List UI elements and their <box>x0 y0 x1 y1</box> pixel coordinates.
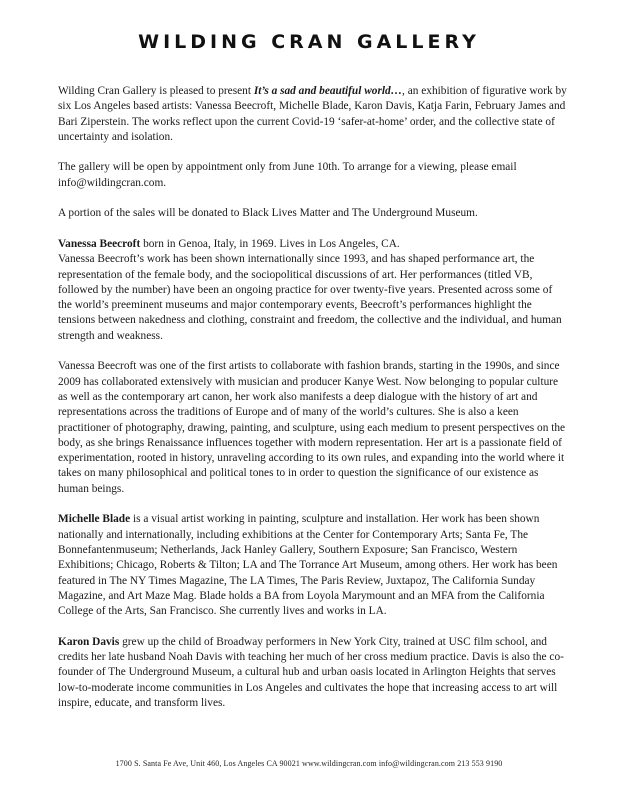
beecroft-bio-paragraph <box>58 237 568 344</box>
intro-paragraph <box>58 84 568 145</box>
beecroft-birth: born in Genoa, Italy, in 1969. Lives in Los Angeles, CA. <box>140 237 400 250</box>
blade-bio-text: is a visual artist working in painting, sculpture and installation. Her work has been shown nationally and internationally, including exhibitions at the Center for Contemporary Arts; Santa Fe, The Bonnefantenmuseum; Netherlands, Jack Hanley Gallery, Southern Exposure; San Francisco, Western Exhibitions; Chicago, Roberts & Tilton; LA and The Torrance Art Museum, among others. Her work has been featured in The NY Times Magazine, The LA Times, The Paris Review, Juxtapoz, The California Sunday Magazine, and Art Maze Mag. Blade holds a BA from Loyola Marymount and an MFA from the California College of the Arts, San Francisco. She currently lives and works in LA. <box>58 513 558 618</box>
press-release-body <box>58 84 568 726</box>
contact-footer: 1700 S. Santa Fe Ave, Unit 460, Los Angeles CA 90021 www.wildingcran.com info@wildingcran.com 213 553 9190 <box>115 759 503 768</box>
artist-name-davis: Karon Davis <box>58 635 120 648</box>
exhibition-title: It’s a sad and beautiful world… <box>253 85 403 97</box>
beecroft-bio-paragraph-2: Vanessa Beecroft was one of the first artists to collaborate with fashion brands, starting in the 1990s, and since 2009 has collaborated extensively with musician and producer Kanye West. Now belonging to popular culture as well as the contemporary art canon, her work also manifests a deep dialogue with the history of art and representations across the traditions of Europe and of many of the world’s cultures. She is also a keen practitioner of photography, drawing, painting, and sculpture, using each medium to present perspectives on the body, as she brings Renaissance influences together with modern representation. Her art is a passionate field of experimentation, rooted in history, unraveling according to its own rules, and expanding into the world where it takes on many philosophical and political tones to in order to question the significance of our existence as human beings. <box>58 360 566 495</box>
artist-name-beecroft: Vanessa Beecroft <box>58 237 141 250</box>
appointment-paragraph: The gallery will be open by appointment only from June 10th. To arrange for a viewing, please email info@wildingcran.com. <box>58 161 517 189</box>
gallery-title: WILDING CRAN GALLERY <box>138 31 480 53</box>
davis-bio-text: grew up the child of Broadway performers in New York City, trained at USC film school, and credits her late husband Noah Davis with teaching her much of her cross medium practice. Davis is also the co-founder of The Underground Museum, a cultural hub and urban oasis located in Arlington Heights that serves low-to-moderate income communities in Los Angeles and cultivates the hope that increasing access to art will inspire, educate, and transform lives. <box>58 635 564 709</box>
intro-lead: Wilding Cran Gallery is pleased to present <box>58 85 254 97</box>
intro-rest: , an exhibition of figurative work by six Los Angeles based artists: Vanessa Beecroft, Michelle Blade, Karon Davis, Katja Farin, February James and Bari Ziperstein. The works reflect upon the current Covid-19 ‘safer-at-home’ order, and the collective state of uncertainty and isolation. <box>58 85 567 143</box>
blade-bio-paragraph <box>58 512 568 619</box>
donation-paragraph: A portion of the sales will be donated to Black Lives Matter and The Underground Museum. <box>58 207 478 220</box>
beecroft-bio-text: Vanessa Beecroft’s work has been shown internationally since 1993, and has shaped performance art, the representation of the female body, and the sociopolitical discussions of art. Her performances (titled VB, followed by the number) have been an ongoing practice for over twenty-five years. Presented across some of the world’s preeminent museums and major contemporary events, Beecroft’s performances highlight the tensions between nakedness and clothing, constraint and freedom, the collective and the individual, and human strength and weakness. <box>58 253 562 342</box>
davis-bio-paragraph <box>58 635 568 711</box>
artist-name-blade: Michelle Blade <box>58 513 131 526</box>
